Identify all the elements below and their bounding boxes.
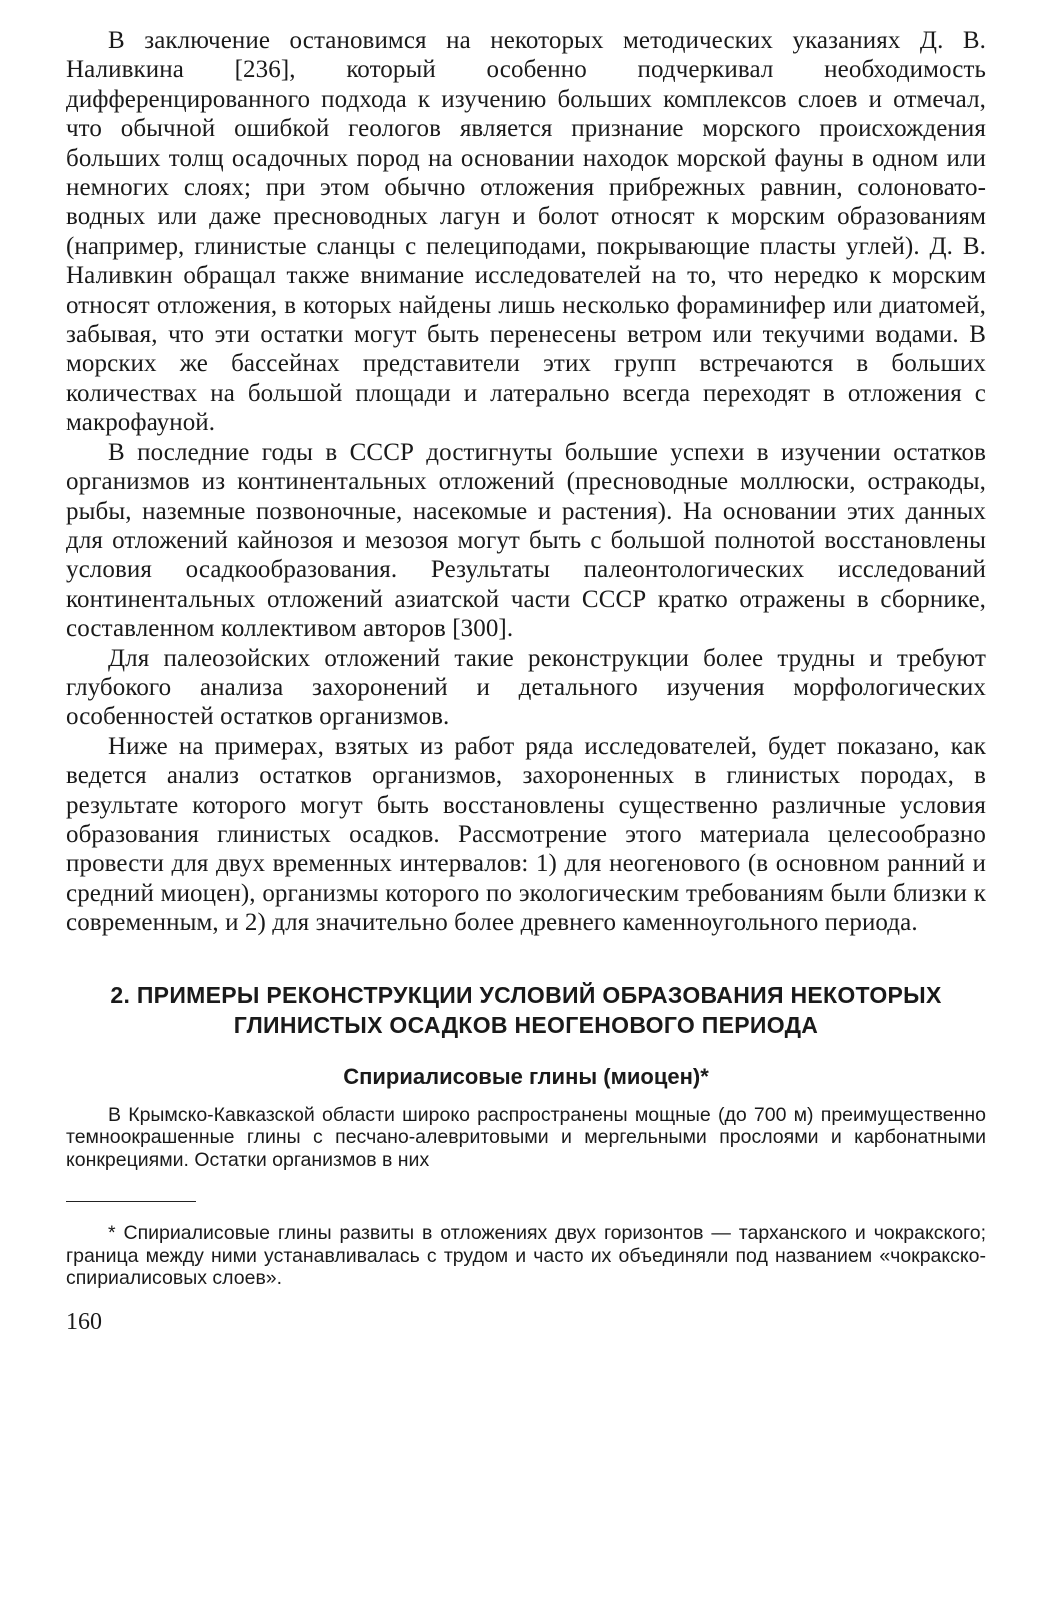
footnote-divider <box>66 1201 196 1202</box>
body-paragraph: Для палеозойских отложений такие реконструкции более трудны и требуют глубокого анализа захоронений и детального изучения морфологических особенностей остатков организмов. <box>66 644 986 731</box>
section-title: 2. ПРИМЕРЫ РЕКОНСТРУКЦИИ УСЛОВИЙ ОБРАЗОВАНИЯ НЕКОТОРЫХ ГЛИНИСТЫХ ОСАДКОВ НЕОГЕНОВОГО ПЕРИОДА <box>110 981 942 1038</box>
page-number: 160 <box>66 1308 102 1335</box>
body-paragraph: Ниже на примерах, взятых из работ ряда исследователей, будет показано, как ведется анализ остатков организмов, захороненных в глинистых породах, в результате которого могут быть восстановлены существенно различные условия образования глинистых осадков. Рассмотрение этого материала целесообразно провести для двух временных интервалов: 1) для неогенового (в основном ранний и средний миоцен), организмы которого по экологическим требованиям были близки к современным, и 2) для значительно более древнего каменноугольного периода. <box>66 732 986 937</box>
document-page <box>66 26 986 1336</box>
section-paragraph: В Крымско-Кавказской области широко распространены мощные (до 700 м) преимущественно темноокрашенные глины с песчано-алевритовыми и мергельными прослоями и карбонатными конкрециями. Остатки организмов в них <box>66 1103 986 1171</box>
body-paragraph: В заключение остановимся на некоторых методических указаниях Д. В. Наливкина [236], который особенно подчеркивал необходимость дифференцированного подхода к изучению больших комплексов слоев и отмечал, что обычной ошибкой геологов является признание морского происхождения больших толщ осадочных пород на основании находок морской фауны в одном или немногих слоях; при этом обычно отложения прибрежных равнин, солоновато-водных или даже пресноводных лагун и болот относят к морским образованиям (например, глинистые сланцы с пелециподами, покрывающие пласты углей). Д. В. Наливкин обращал также внимание исследователей на то, что нередко к морским относят отложения, в которых найдены лишь несколько фораминифер или диатомей, забывая, что эти остатки могут быть перенесены ветром или текучими водами. В морских же бассейнах представители этих групп встречаются в больших количествах на большой площади и латерально всегда переходят в отложения с макрофауной. <box>66 27 986 437</box>
body-paragraph: В последние годы в СССР достигнуты большие успехи в изучении остатков организмов из континентальных отложений (пресноводные моллюски, остракоды, рыбы, наземные позвоночные, насекомые и растения). На основании этих данных для отложений кайнозоя и мезозоя могут быть с большой полнотой восстановлены условия осадкообразования. Результаты палеонтологических исследований континентальных отложений азиатской части СССР кратко отражены в сборнике, составленном коллективом авторов [300]. <box>66 438 986 643</box>
footnote: * Спириалисовые глины развиты в отложениях двух горизонтов — тарханского и чокракского; граница между ними устанавливалась с трудом и часто их объединяли под названием «чокракско-спириалисовых слоев». <box>66 1222 986 1290</box>
subsection-title: Спириалисовые глины (миоцен)* <box>343 1063 709 1089</box>
